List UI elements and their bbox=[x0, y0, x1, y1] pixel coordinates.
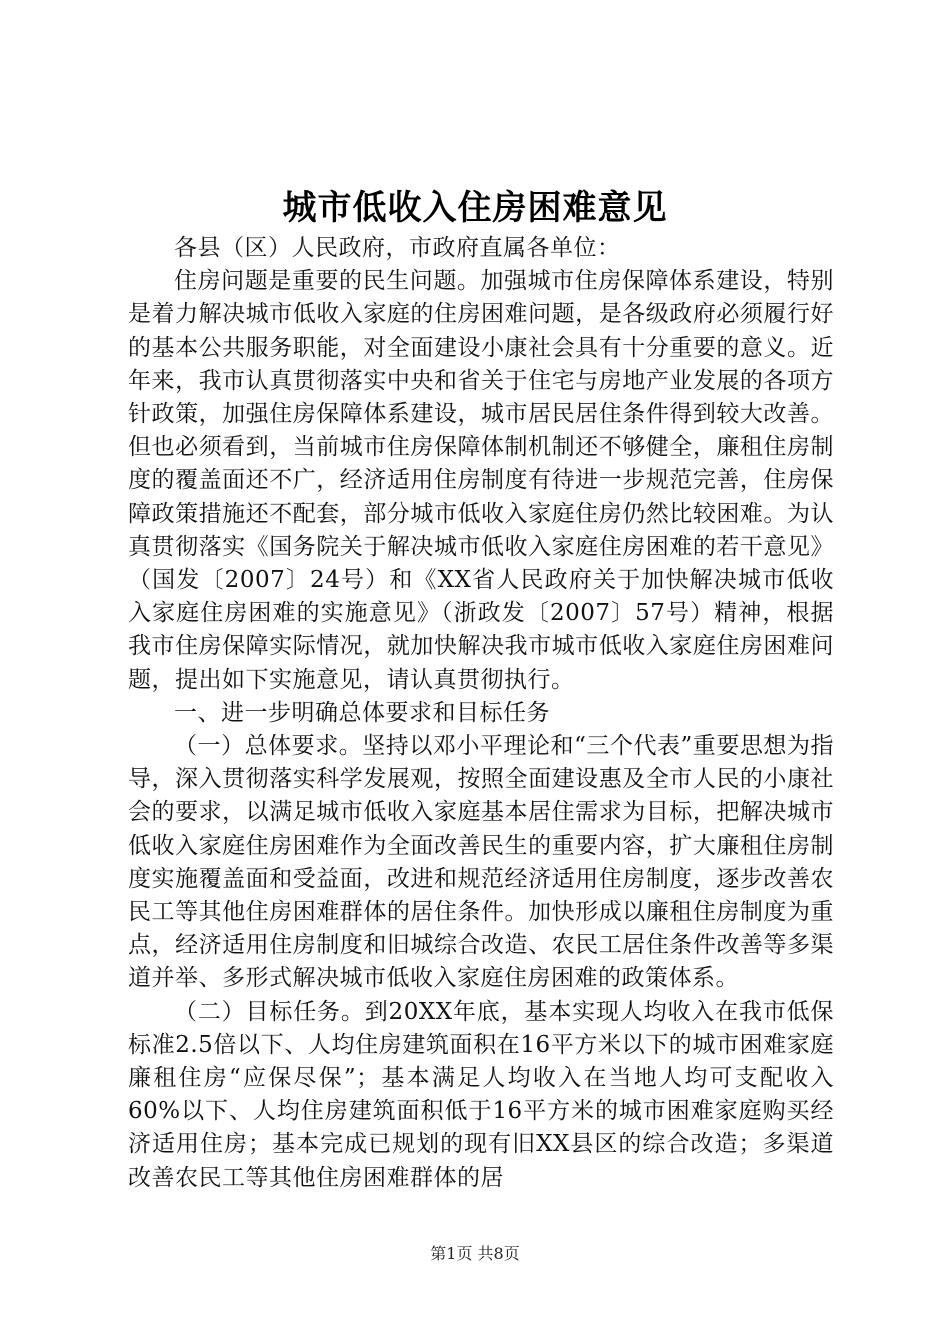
page-number-footer: 第1页 共8页 bbox=[430, 1244, 520, 1263]
paragraph-target-tasks: （二）目标任务。到20XX年底，基本实现人均收入在我市低保标准2.5倍以下、人均住房建筑面积在16平方米以下的城市困难家庭廉租住房“应保尽保”；基本满足人均收入在当地人均可支配收入60%以下、人均住房建筑面积低于16平方米的城市困难家庭购买经济适用住房；基本完成已规划的现有旧XX县区的综合改造；多渠道改善农民工等其他住房困难群体的居 bbox=[128, 998, 834, 1191]
document-body bbox=[128, 232, 834, 1195]
document-title: 城市低收入住房困难意见 bbox=[282, 188, 668, 228]
salutation: 各县（区）人民政府，市政府直属各单位： bbox=[174, 235, 621, 261]
section-heading: 一、进一步明确总体要求和目标任务 bbox=[174, 699, 550, 726]
paragraph-overall-requirements: （一）总体要求。坚持以邓小平理论和“三个代表”重要思想为指导，深入贯彻落实科学发展观，按照全面建设惠及全市人民的小康社会的要求，以满足城市低收入家庭基本居住需求为目标，把解决城市低收入家庭住房困难作为全面改善民生的重要内容，扩大廉租住房制度实施覆盖面和受益面，改进和规范经济适用住房制度，逐步改善农民工等其他住房困难群体的居住条件。加快形成以廉租住房制度为重点，经济适用住房制度和旧城综合改造、农民工居住条件改善等多渠道并举、多形式解决城市低收入家庭住房困难的政策体系。 bbox=[128, 733, 834, 992]
paragraph-intro: 住房问题是重要的民生问题。加强城市住房保障体系建设，特别是着力解决城市低收入家庭的住房困难问题，是各级政府必须履行好的基本公共服务职能，对全面建设小康社会具有十分重要的意义。近年来，我市认真贯彻落实中央和省关于住宅与房地产业发展的各项方针政策，加强住房保障体系建设，城市居民居住条件得到较大改善。但也必须看到，当前城市住房保障体制机制还不够健全，廉租住房制度的覆盖面还不广，经济适用住房制度有待进一步规范完善，住房保障政策措施还不配套，部分城市低收入家庭住房仍然比较困难。为认真贯彻落实《国务院关于解决城市低收入家庭住房困难的若干意见》（国发〔2007〕24号）和《XX省人民政府关于加快解决城市低收入家庭住房困难的实施意见》（浙政发〔2007〕57号）精神，根据我市住房保障实际情况，就加快解决我市城市低收入家庭住房困难问题，提出如下实施意见，请认真贯彻执行。 bbox=[128, 268, 834, 693]
